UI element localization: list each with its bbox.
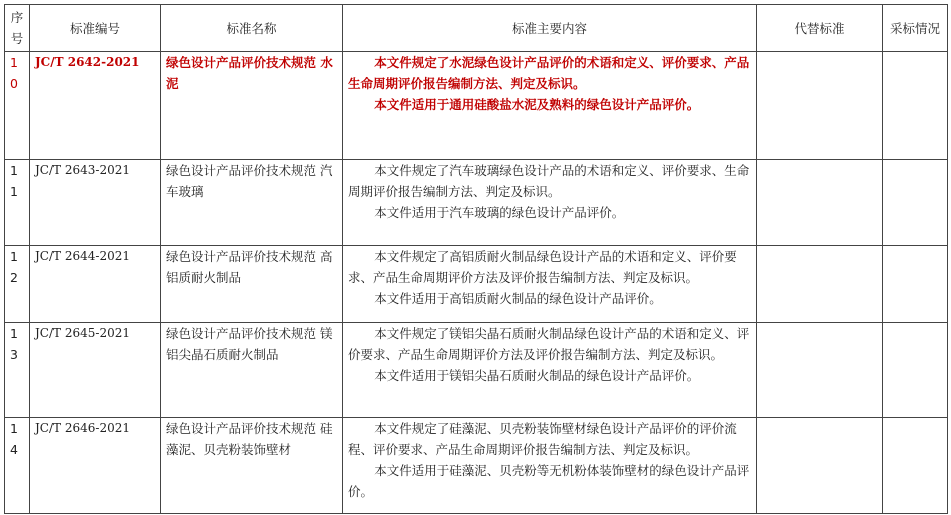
row-content (343, 52, 757, 160)
row-adopt (883, 246, 948, 323)
row-name: 绿色设计产品评价技术规范 高铝质耐火制品 (161, 246, 343, 323)
table-row (5, 323, 948, 418)
row-replace (757, 246, 883, 323)
standards-table (4, 4, 948, 514)
row-code: JC/T 2645-2021 (30, 323, 161, 418)
row-adopt (883, 52, 948, 160)
row-name: 绿色设计产品评价技术规范 水泥 (161, 52, 343, 160)
row-num: 14 (5, 418, 30, 514)
row-content (343, 323, 757, 418)
content-scope: 本文件规定了高铝质耐火制品绿色设计产品的术语和定义、评价要求、产品生命周期评价方法及评价报告编制方法、判定及标识。 (348, 249, 737, 285)
row-num: 11 (5, 160, 30, 246)
table-row (5, 52, 948, 160)
header-name: 标准名称 (161, 5, 343, 52)
header-replace: 代替标准 (757, 5, 883, 52)
row-adopt (883, 323, 948, 418)
row-num: 13 (5, 323, 30, 418)
row-code: JC/T 2644-2021 (30, 246, 161, 323)
header-code: 标准编号 (30, 5, 161, 52)
content-scope: 本文件规定了硅藻泥、贝壳粉装饰壁材绿色设计产品评价的评价流程、评价要求、产品生命周期评价报告编制方法、判定及标识。 (348, 421, 737, 457)
content-applicability: 本文件适用于硅藻泥、贝壳粉等无机粉体装饰壁材的绿色设计产品评价。 (348, 463, 750, 499)
content-scope: 本文件规定了水泥绿色设计产品评价的术语和定义、评价要求、产品生命周期评价报告编制方法、判定及标识。 (348, 55, 750, 91)
row-content (343, 160, 757, 246)
row-replace (757, 418, 883, 514)
content-applicability: 本文件适用于汽车玻璃的绿色设计产品评价。 (374, 205, 625, 220)
row-name: 绿色设计产品评价技术规范 硅藻泥、贝壳粉装饰壁材 (161, 418, 343, 514)
table-row (5, 160, 948, 246)
row-code: JC/T 2643-2021 (30, 160, 161, 246)
row-code: JC/T 2642-2021 (30, 52, 161, 160)
table-row (5, 418, 948, 514)
content-scope: 本文件规定了镁铝尖晶石质耐火制品绿色设计产品的术语和定义、评价要求、产品生命周期评价方法及评价报告编制方法、判定及标识。 (348, 326, 750, 362)
row-adopt (883, 418, 948, 514)
row-content (343, 418, 757, 514)
row-name: 绿色设计产品评价技术规范 镁铝尖晶石质耐火制品 (161, 323, 343, 418)
content-applicability: 本文件适用于镁铝尖晶石质耐火制品的绿色设计产品评价。 (374, 368, 700, 383)
row-num: 10 (5, 52, 30, 160)
row-code: JC/T 2646-2021 (30, 418, 161, 514)
row-replace (757, 323, 883, 418)
content-applicability: 本文件适用于通用硅酸盐水泥及熟料的绿色设计产品评价。 (374, 97, 700, 112)
table-row (5, 246, 948, 323)
header-num: 序号 (5, 5, 30, 52)
row-num: 12 (5, 246, 30, 323)
header-adopt: 采标情况 (883, 5, 948, 52)
row-replace (757, 52, 883, 160)
header-row (5, 5, 948, 52)
content-scope: 本文件规定了汽车玻璃绿色设计产品的术语和定义、评价要求、生命周期评价报告编制方法、判定及标识。 (348, 163, 750, 199)
header-content: 标准主要内容 (343, 5, 757, 52)
row-content (343, 246, 757, 323)
content-applicability: 本文件适用于高铝质耐火制品的绿色设计产品评价。 (374, 291, 662, 306)
row-adopt (883, 160, 948, 246)
row-replace (757, 160, 883, 246)
row-name: 绿色设计产品评价技术规范 汽车玻璃 (161, 160, 343, 246)
